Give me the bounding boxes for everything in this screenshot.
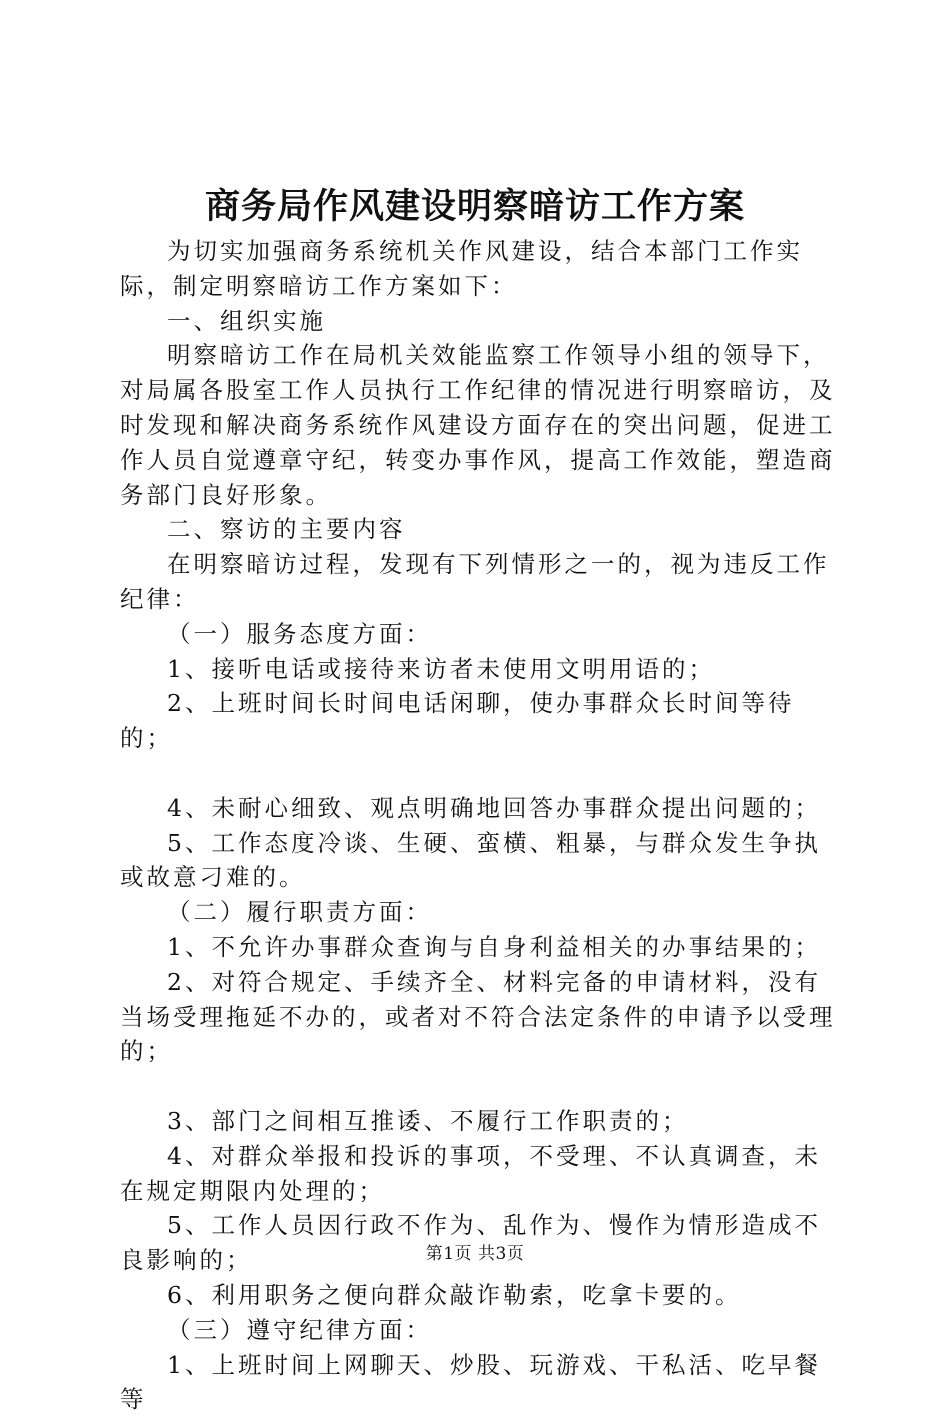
body-paragraph: 明察暗访工作在局机关效能监察工作领导小组的领导下，对局属各股室工作人员执行工作纪律的情况进行明察暗访，及时发现和解决商务系统作风建设方面存在的突出问题，促进工作人员自觉遵章守纪，转变办事作风，提高工作效能，塑造商务部门良好形象。 xyxy=(120,338,845,512)
list-item: 3、部门之间相互推诿、不履行工作职责的； xyxy=(120,1104,845,1139)
section-heading-1: 一、组织实施 xyxy=(120,304,845,339)
list-item: 2、上班时间长时间电话闲聊，使办事群众长时间等待的； xyxy=(120,686,845,756)
list-item: 5、工作态度冷谈、生硬、蛮横、粗暴，与群众发生争执或故意刁难的。 xyxy=(120,826,845,896)
list-item: 4、未耐心细致、观点明确地回答办事群众提出问题的； xyxy=(120,791,845,826)
section-heading-2: 二、察访的主要内容 xyxy=(120,512,845,547)
subsection-heading-2: （二）履行职责方面： xyxy=(120,895,845,930)
list-item: 1、不允许办事群众查询与自身利益相关的办事结果的； xyxy=(120,930,845,965)
list-item: 5、工作人员因行政不作为、乱作为、慢作为情形造成不良影响的； xyxy=(120,1208,845,1278)
subsection-heading-3: （三）遵守纪律方面： xyxy=(120,1313,845,1348)
body-paragraph: 在明察暗访过程，发现有下列情形之一的，视为违反工作纪律： xyxy=(120,547,845,617)
document-title: 商务局作风建设明察暗访工作方案 xyxy=(0,182,950,232)
list-item: 2、对符合规定、手续齐全、材料完备的申请材料，没有当场受理拖延不办的，或者对不符合法定条件的申请予以受理的； xyxy=(120,965,845,1069)
list-item: 1、上班时间上网聊天、炒股、玩游戏、干私活、吃早餐等 xyxy=(120,1348,845,1417)
list-item: 1、接听电话或接待来访者未使用文明用语的； xyxy=(120,652,845,687)
blank-line xyxy=(120,756,845,791)
list-item: 6、利用职务之便向群众敲诈勒索，吃拿卡要的。 xyxy=(120,1278,845,1313)
intro-paragraph: 为切实加强商务系统机关作风建设，结合本部门工作实际，制定明察暗访工作方案如下： xyxy=(120,234,845,304)
page-footer: 第1页 共3页 xyxy=(0,1242,950,1266)
subsection-heading-1: （一）服务态度方面： xyxy=(120,617,845,652)
blank-line xyxy=(120,1069,845,1104)
list-item: 4、对群众举报和投诉的事项，不受理、不认真调查，未在规定期限内处理的； xyxy=(120,1139,845,1209)
document-body xyxy=(120,234,845,1417)
